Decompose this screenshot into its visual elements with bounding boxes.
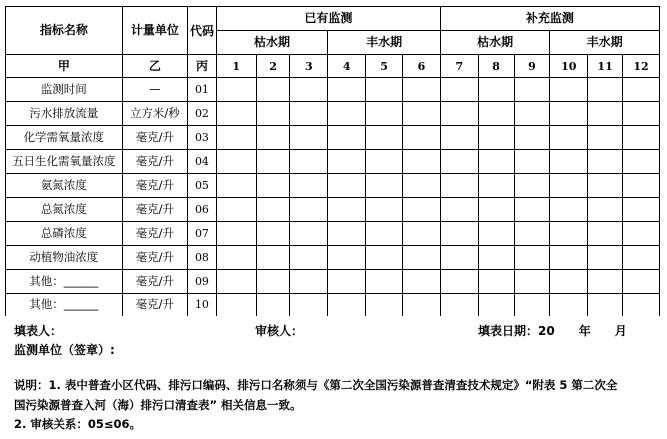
row-code: 09 xyxy=(188,270,217,294)
value-cell[interactable] xyxy=(366,222,403,246)
value-cell[interactable] xyxy=(514,102,550,126)
row-unit: 毫克/升 xyxy=(122,270,187,294)
header-wet-season-existing: 丰水期 xyxy=(328,31,441,55)
table-row xyxy=(6,150,660,174)
header-col-num: 1 xyxy=(216,55,256,78)
value-cell[interactable] xyxy=(290,174,328,198)
header-col-b: 乙 xyxy=(122,55,187,78)
value-cell[interactable] xyxy=(550,126,588,150)
value-cell[interactable] xyxy=(588,78,623,102)
value-cell[interactable] xyxy=(366,270,403,294)
header-col-num: 9 xyxy=(514,55,550,78)
row-indicator-name: 五日生化需氧量浓度 xyxy=(6,150,123,174)
value-cell[interactable] xyxy=(256,174,290,198)
value-cell[interactable] xyxy=(514,174,550,198)
value-cell[interactable] xyxy=(402,102,440,126)
value-cell[interactable] xyxy=(366,174,403,198)
value-cell[interactable] xyxy=(514,246,550,270)
row-indicator-name: 氨氮浓度 xyxy=(6,174,123,198)
value-cell[interactable] xyxy=(216,126,256,150)
header-col-c: 丙 xyxy=(188,55,217,78)
value-cell[interactable] xyxy=(328,174,366,198)
row-unit: 毫克/升 xyxy=(122,174,187,198)
value-cell[interactable] xyxy=(622,102,659,126)
header-col-num: 2 xyxy=(256,55,290,78)
value-cell[interactable] xyxy=(622,78,659,102)
value-cell[interactable] xyxy=(216,270,256,294)
value-cell[interactable] xyxy=(256,102,290,126)
value-cell[interactable] xyxy=(514,126,550,150)
row-unit: 毫克/升 xyxy=(122,294,187,316)
note-line-3: 2. 审核关系：05≤06。 xyxy=(14,417,142,431)
value-cell[interactable] xyxy=(514,270,550,294)
row-code: 07 xyxy=(188,222,217,246)
value-cell[interactable] xyxy=(588,270,623,294)
value-cell[interactable] xyxy=(290,102,328,126)
value-cell[interactable] xyxy=(550,270,588,294)
note-line-2: 国污染源普查入河（海）排污口清查表” 相关信息一致。 xyxy=(14,398,302,412)
value-cell[interactable] xyxy=(256,294,290,316)
header-existing-monitoring: 已有监测 xyxy=(216,7,440,31)
value-cell[interactable] xyxy=(514,78,550,102)
value-cell[interactable] xyxy=(366,102,403,126)
value-cell[interactable] xyxy=(328,222,366,246)
row-code: 01 xyxy=(188,78,217,102)
value-cell[interactable] xyxy=(366,150,403,174)
filler-label: 填表人： xyxy=(14,324,63,338)
row-code: 02 xyxy=(188,102,217,126)
value-cell[interactable] xyxy=(256,126,290,150)
header-indicator-name: 指标名称 xyxy=(6,7,123,55)
table-row xyxy=(6,174,660,198)
header-col-num: 4 xyxy=(328,55,366,78)
value-cell[interactable] xyxy=(440,78,478,102)
value-cell[interactable] xyxy=(328,198,366,222)
header-wet-season-supplementary: 丰水期 xyxy=(550,31,660,55)
row-code: 10 xyxy=(188,294,217,316)
header-supplementary-monitoring: 补充监测 xyxy=(440,7,659,31)
value-cell[interactable] xyxy=(622,294,659,316)
row-unit: 毫克/升 xyxy=(122,126,187,150)
value-cell[interactable] xyxy=(440,174,478,198)
value-cell[interactable] xyxy=(216,198,256,222)
value-cell[interactable] xyxy=(402,294,440,316)
value-cell[interactable] xyxy=(216,150,256,174)
value-cell[interactable] xyxy=(478,246,514,270)
value-cell[interactable] xyxy=(550,246,588,270)
value-cell[interactable] xyxy=(402,150,440,174)
value-cell[interactable] xyxy=(366,246,403,270)
value-cell[interactable] xyxy=(478,294,514,316)
value-cell[interactable] xyxy=(622,246,659,270)
table-row xyxy=(6,198,660,222)
value-cell[interactable] xyxy=(402,198,440,222)
value-cell[interactable] xyxy=(514,150,550,174)
value-cell[interactable] xyxy=(478,174,514,198)
row-unit: — xyxy=(122,78,187,102)
value-cell[interactable] xyxy=(478,102,514,126)
value-cell[interactable] xyxy=(402,270,440,294)
value-cell[interactable] xyxy=(290,126,328,150)
row-indicator-name: 其他：______ xyxy=(6,294,123,316)
value-cell[interactable] xyxy=(216,294,256,316)
value-cell[interactable] xyxy=(440,102,478,126)
value-cell[interactable] xyxy=(550,78,588,102)
row-unit: 毫克/升 xyxy=(122,198,187,222)
header-col-num: 3 xyxy=(290,55,328,78)
value-cell[interactable] xyxy=(366,126,403,150)
value-cell[interactable] xyxy=(550,198,588,222)
value-cell[interactable] xyxy=(588,246,623,270)
value-cell[interactable] xyxy=(440,198,478,222)
value-cell[interactable] xyxy=(328,126,366,150)
value-cell[interactable] xyxy=(478,126,514,150)
value-cell[interactable] xyxy=(366,198,403,222)
value-cell[interactable] xyxy=(328,150,366,174)
value-cell[interactable] xyxy=(440,222,478,246)
value-cell[interactable] xyxy=(328,246,366,270)
value-cell[interactable] xyxy=(588,174,623,198)
monitoring-unit-label: 监测单位（签章）: xyxy=(14,343,115,357)
value-cell[interactable] xyxy=(622,222,659,246)
value-cell[interactable] xyxy=(550,174,588,198)
row-indicator-name: 其他：______ xyxy=(6,270,123,294)
header-unit: 计量单位 xyxy=(122,7,187,55)
value-cell[interactable] xyxy=(290,150,328,174)
reviewer-label: 审核人： xyxy=(255,324,304,338)
table-row xyxy=(6,102,660,126)
header-col-a: 甲 xyxy=(6,55,123,78)
value-cell[interactable] xyxy=(328,102,366,126)
value-cell[interactable] xyxy=(290,78,328,102)
value-cell[interactable] xyxy=(328,270,366,294)
value-cell[interactable] xyxy=(402,174,440,198)
row-code: 05 xyxy=(188,174,217,198)
monitoring-table xyxy=(5,6,660,316)
value-cell[interactable] xyxy=(256,150,290,174)
row-indicator-name: 总磷浓度 xyxy=(6,222,123,246)
note-line-1: 说明：1. 表中普查小区代码、排污口编码、排污口名称须与《第二次全国污染源普查清查技术规定》“附表 5 第二次全 xyxy=(14,378,618,392)
row-unit: 毫克/升 xyxy=(122,222,187,246)
row-indicator-name: 总氮浓度 xyxy=(6,198,123,222)
value-cell[interactable] xyxy=(588,126,623,150)
table-row xyxy=(6,270,660,294)
table-row xyxy=(6,294,660,316)
value-cell[interactable] xyxy=(290,222,328,246)
value-cell[interactable] xyxy=(514,294,550,316)
value-cell[interactable] xyxy=(550,102,588,126)
value-cell[interactable] xyxy=(256,246,290,270)
value-cell[interactable] xyxy=(402,126,440,150)
value-cell[interactable] xyxy=(550,294,588,316)
header-col-num: 7 xyxy=(440,55,478,78)
value-cell[interactable] xyxy=(402,78,440,102)
value-cell[interactable] xyxy=(216,222,256,246)
table-row xyxy=(6,78,660,102)
value-cell[interactable] xyxy=(588,294,623,316)
value-cell[interactable] xyxy=(256,198,290,222)
value-cell[interactable] xyxy=(514,198,550,222)
value-cell[interactable] xyxy=(588,150,623,174)
row-indicator-name: 监测时间 xyxy=(6,78,123,102)
value-cell[interactable] xyxy=(622,126,659,150)
table-row xyxy=(6,222,660,246)
value-cell[interactable] xyxy=(622,198,659,222)
value-cell[interactable] xyxy=(256,222,290,246)
value-cell[interactable] xyxy=(622,270,659,294)
value-cell[interactable] xyxy=(622,150,659,174)
value-cell[interactable] xyxy=(216,174,256,198)
value-cell[interactable] xyxy=(550,222,588,246)
value-cell[interactable] xyxy=(440,294,478,316)
header-dry-season-existing: 枯水期 xyxy=(216,31,328,55)
fill-date-label: 填表日期：20 年 月 xyxy=(478,324,627,338)
value-cell[interactable] xyxy=(290,270,328,294)
value-cell[interactable] xyxy=(402,246,440,270)
row-code: 04 xyxy=(188,150,217,174)
value-cell[interactable] xyxy=(588,198,623,222)
header-col-num: 10 xyxy=(550,55,588,78)
table-row xyxy=(6,126,660,150)
value-cell[interactable] xyxy=(440,246,478,270)
value-cell[interactable] xyxy=(256,270,290,294)
value-cell[interactable] xyxy=(328,78,366,102)
value-cell[interactable] xyxy=(366,78,403,102)
row-indicator-name: 动植物油浓度 xyxy=(6,246,123,270)
value-cell[interactable] xyxy=(328,294,366,316)
table-row xyxy=(6,246,660,270)
row-code: 08 xyxy=(188,246,217,270)
value-cell[interactable] xyxy=(550,150,588,174)
header-code: 代码 xyxy=(188,7,217,55)
value-cell[interactable] xyxy=(478,150,514,174)
value-cell[interactable] xyxy=(478,78,514,102)
value-cell[interactable] xyxy=(440,270,478,294)
value-cell[interactable] xyxy=(622,174,659,198)
row-unit: 毫克/升 xyxy=(122,246,187,270)
value-cell[interactable] xyxy=(440,126,478,150)
value-cell[interactable] xyxy=(366,294,403,316)
header-dry-season-supplementary: 枯水期 xyxy=(440,31,549,55)
row-code: 06 xyxy=(188,198,217,222)
value-cell[interactable] xyxy=(478,270,514,294)
value-cell[interactable] xyxy=(216,246,256,270)
value-cell[interactable] xyxy=(290,294,328,316)
row-unit: 毫克/升 xyxy=(122,150,187,174)
value-cell[interactable] xyxy=(440,150,478,174)
row-code: 03 xyxy=(188,126,217,150)
header-col-num: 6 xyxy=(402,55,440,78)
row-indicator-name: 污水排放流量 xyxy=(6,102,123,126)
value-cell[interactable] xyxy=(216,102,256,126)
value-cell[interactable] xyxy=(588,222,623,246)
value-cell[interactable] xyxy=(478,198,514,222)
value-cell[interactable] xyxy=(256,78,290,102)
value-cell[interactable] xyxy=(290,198,328,222)
row-indicator-name: 化学需氧量浓度 xyxy=(6,126,123,150)
value-cell[interactable] xyxy=(588,102,623,126)
value-cell[interactable] xyxy=(514,222,550,246)
row-unit: 立方米/秒 xyxy=(122,102,187,126)
header-col-num: 12 xyxy=(622,55,659,78)
header-col-num: 8 xyxy=(478,55,514,78)
value-cell[interactable] xyxy=(478,222,514,246)
header-col-num: 11 xyxy=(588,55,623,78)
value-cell[interactable] xyxy=(216,78,256,102)
value-cell[interactable] xyxy=(290,246,328,270)
header-col-num: 5 xyxy=(366,55,403,78)
value-cell[interactable] xyxy=(402,222,440,246)
